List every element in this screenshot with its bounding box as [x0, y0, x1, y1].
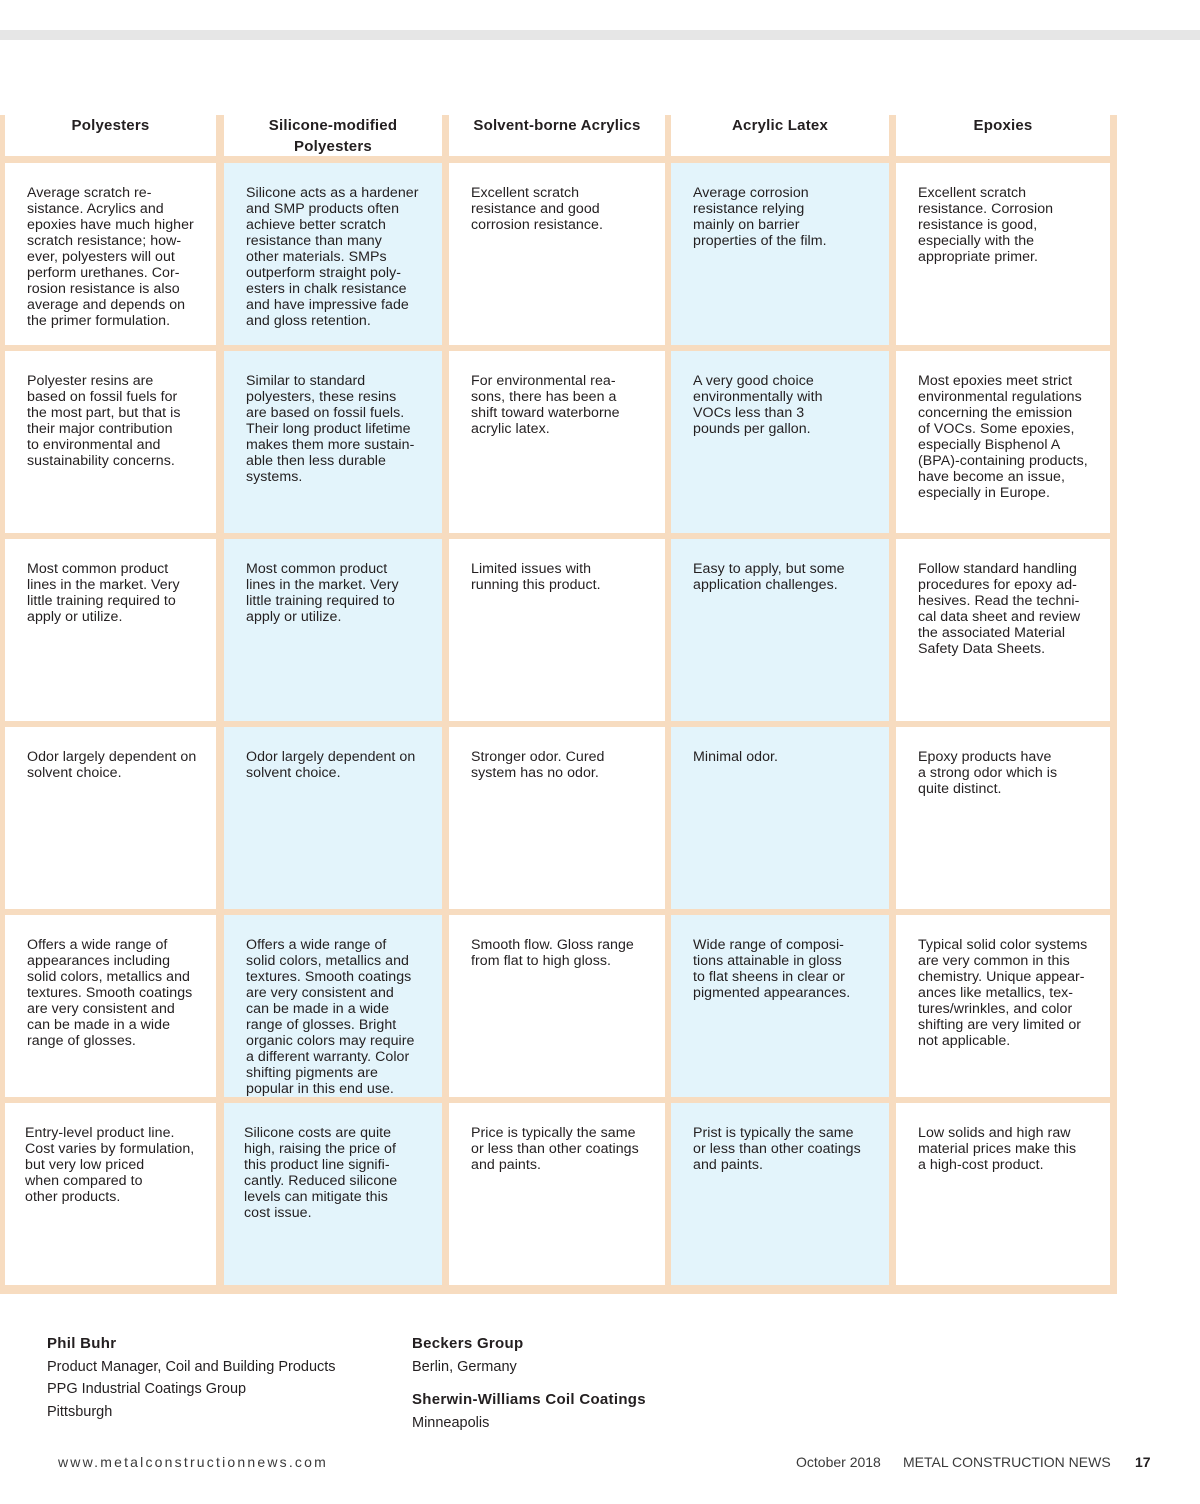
- table-cell-solvent-borne-acrylics-row-4: Stronger odor. Cured system has no odor.: [449, 727, 665, 909]
- column-header-line: Polyesters: [71, 117, 150, 134]
- table-cell-acrylic-latex-row-3: Easy to apply, but some application challenges.: [671, 539, 889, 721]
- table-cell-polyesters-row-3: Most common product lines in the market. Very little training required to apply or utilize.: [5, 539, 216, 721]
- column-header-epoxies: [896, 115, 1110, 156]
- contributor-city: Berlin, Germany: [412, 1358, 517, 1375]
- table-cell-polyesters-row-5: Offers a wide range of appearances including solid colors, metallics and textures. Smooth coatings are very consistent and can be made in a wide range of glosses.: [5, 915, 216, 1097]
- table-cell-solvent-borne-acrylics-row-2: For environmental rea- sons, there has been a shift toward waterborne acrylic latex.: [449, 351, 665, 533]
- table-cell-acrylic-latex-row-4: Minimal odor.: [671, 727, 889, 909]
- table-cell-acrylic-latex-row-2: A very good choice environmentally with VOCs less than 3 pounds per gallon.: [671, 351, 889, 533]
- table-cell-epoxies-row-3: Follow standard handling procedures for epoxy ad- hesives. Read the techni- cal data sheet and review the associated Material Safety Data Sheets.: [896, 539, 1110, 721]
- table-cell-polyesters-row-2: Polyester resins are based on fossil fuels for the most part, but that is their major contribution to environmental and sustainability concerns.: [5, 351, 216, 533]
- contributor-name: Sherwin-Williams Coil Coatings: [412, 1391, 646, 1408]
- table-cell-polyesters-row-4: Odor largely dependent on solvent choice.: [5, 727, 216, 909]
- contributor-phil-buhr: [47, 1333, 336, 1423]
- contributor-title: Product Manager, Coil and Building Products: [47, 1358, 336, 1375]
- column-header-silicone-modified-polyesters: [224, 115, 442, 156]
- comparison-table: [0, 115, 1117, 1294]
- contributor-city: Pittsburgh: [47, 1403, 113, 1420]
- table-cell-silicone-modified-polyesters-row-2: Similar to standard polyesters, these resins are based on fossil fuels. Their long product lifetime makes them more sustain- able then less durable systems.: [224, 351, 442, 533]
- footer-date: October 2018: [796, 1454, 881, 1470]
- table-cell-acrylic-latex-row-1: Average corrosion resistance relying mainly on barrier properties of the film.: [671, 163, 889, 345]
- column-header-line: Silicone-modified: [268, 117, 398, 134]
- column-header-line: Solvent-borne Acrylics: [473, 117, 641, 134]
- top-gray-band: [0, 30, 1200, 40]
- footer-publication: METAL CONSTRUCTION NEWS: [903, 1454, 1111, 1470]
- table-cell-acrylic-latex-row-6: Prist is typically the same or less than other coatings and paints.: [671, 1103, 889, 1285]
- contributor-city: Minneapolis: [412, 1414, 490, 1431]
- table-cell-solvent-borne-acrylics-row-1: Excellent scratch resistance and good corrosion resistance.: [449, 163, 665, 345]
- table-cell-solvent-borne-acrylics-row-6: Price is typically the same or less than other coatings and paints.: [449, 1103, 665, 1285]
- column-header-solvent-borne-acrylics: [449, 115, 665, 156]
- table-cell-epoxies-row-5: Typical solid color systems are very common in this chemistry. Unique appear- ances like metallics, tex- tures/wrinkles, and color shifting are very limited or not applicable.: [896, 915, 1110, 1097]
- contributor-company: PPG Industrial Coatings Group: [47, 1381, 247, 1397]
- column-header-line: Epoxies: [973, 117, 1033, 134]
- contributor-beckers: [412, 1333, 523, 1378]
- table-cell-epoxies-row-2: Most epoxies meet strict environmental regulations concerning the emission of VOCs. Some epoxies, especially Bisphenol A (BPA)-containing products, have become an issue, especially in Europe.: [896, 351, 1110, 533]
- table-cell-silicone-modified-polyesters-row-4: Odor largely dependent on solvent choice.: [224, 727, 442, 909]
- table-cell-silicone-modified-polyesters-row-1: Silicone acts as a hardener and SMP products often achieve better scratch resistance than many other materials. SMPs outperform straight poly- esters in chalk resistance and have impressive fade and gloss retention.: [224, 163, 442, 345]
- table-cell-silicone-modified-polyesters-row-3: Most common product lines in the market. Very little training required to apply or utilize.: [224, 539, 442, 721]
- table-cell-silicone-modified-polyesters-row-6: Silicone costs are quite high, raising the price of this product line signifi- cantly. Reduced silicone levels can mitigate this cost issue.: [224, 1103, 442, 1285]
- table-cell-epoxies-row-6: Low solids and high raw material prices make this a high-cost product.: [896, 1103, 1110, 1285]
- table-cell-polyesters-row-6: Entry-level product line. Cost varies by formulation, but very low priced when compared to other products.: [5, 1103, 216, 1285]
- table-cell-acrylic-latex-row-5: Wide range of composi- tions attainable in gloss to flat sheens in clear or pigmented appearances.: [671, 915, 889, 1097]
- footer-url[interactable]: www.metalconstructionnews.com: [58, 1454, 328, 1470]
- table-cell-silicone-modified-polyesters-row-5: Offers a wide range of solid colors, metallics and textures. Smooth coatings are very consistent and can be made in a wide range of glosses. Bright organic colors may require a different warranty. Color shifting pigments are popular in this end use.: [224, 915, 442, 1097]
- page-number: 17: [1135, 1454, 1151, 1470]
- column-header-acrylic-latex: [671, 115, 889, 156]
- contributor-name: Beckers Group: [412, 1335, 524, 1352]
- table-cell-solvent-borne-acrylics-row-5: Smooth flow. Gloss range from flat to high gloss.: [449, 915, 665, 1097]
- contributor-sherwin-williams: [412, 1389, 646, 1434]
- table-cell-epoxies-row-4: Epoxy products have a strong odor which is quite distinct.: [896, 727, 1110, 909]
- column-header-line: Polyesters: [294, 138, 372, 155]
- page-footer: [0, 1452, 1200, 1474]
- contributor-name: Phil Buhr: [47, 1335, 117, 1352]
- table-cell-solvent-borne-acrylics-row-3: Limited issues with running this product.: [449, 539, 665, 721]
- column-header-polyesters: [5, 115, 216, 156]
- table-cell-epoxies-row-1: Excellent scratch resistance. Corrosion resistance is good, especially with the appropriate primer.: [896, 163, 1110, 345]
- column-header-line: Acrylic Latex: [732, 117, 828, 134]
- table-cell-polyesters-row-1: Average scratch re- sistance. Acrylics and epoxies have much higher scratch resistance; how- ever, polyesters will out perform urethanes. Cor- rosion resistance is also average and depends on the primer formulation.: [5, 163, 216, 345]
